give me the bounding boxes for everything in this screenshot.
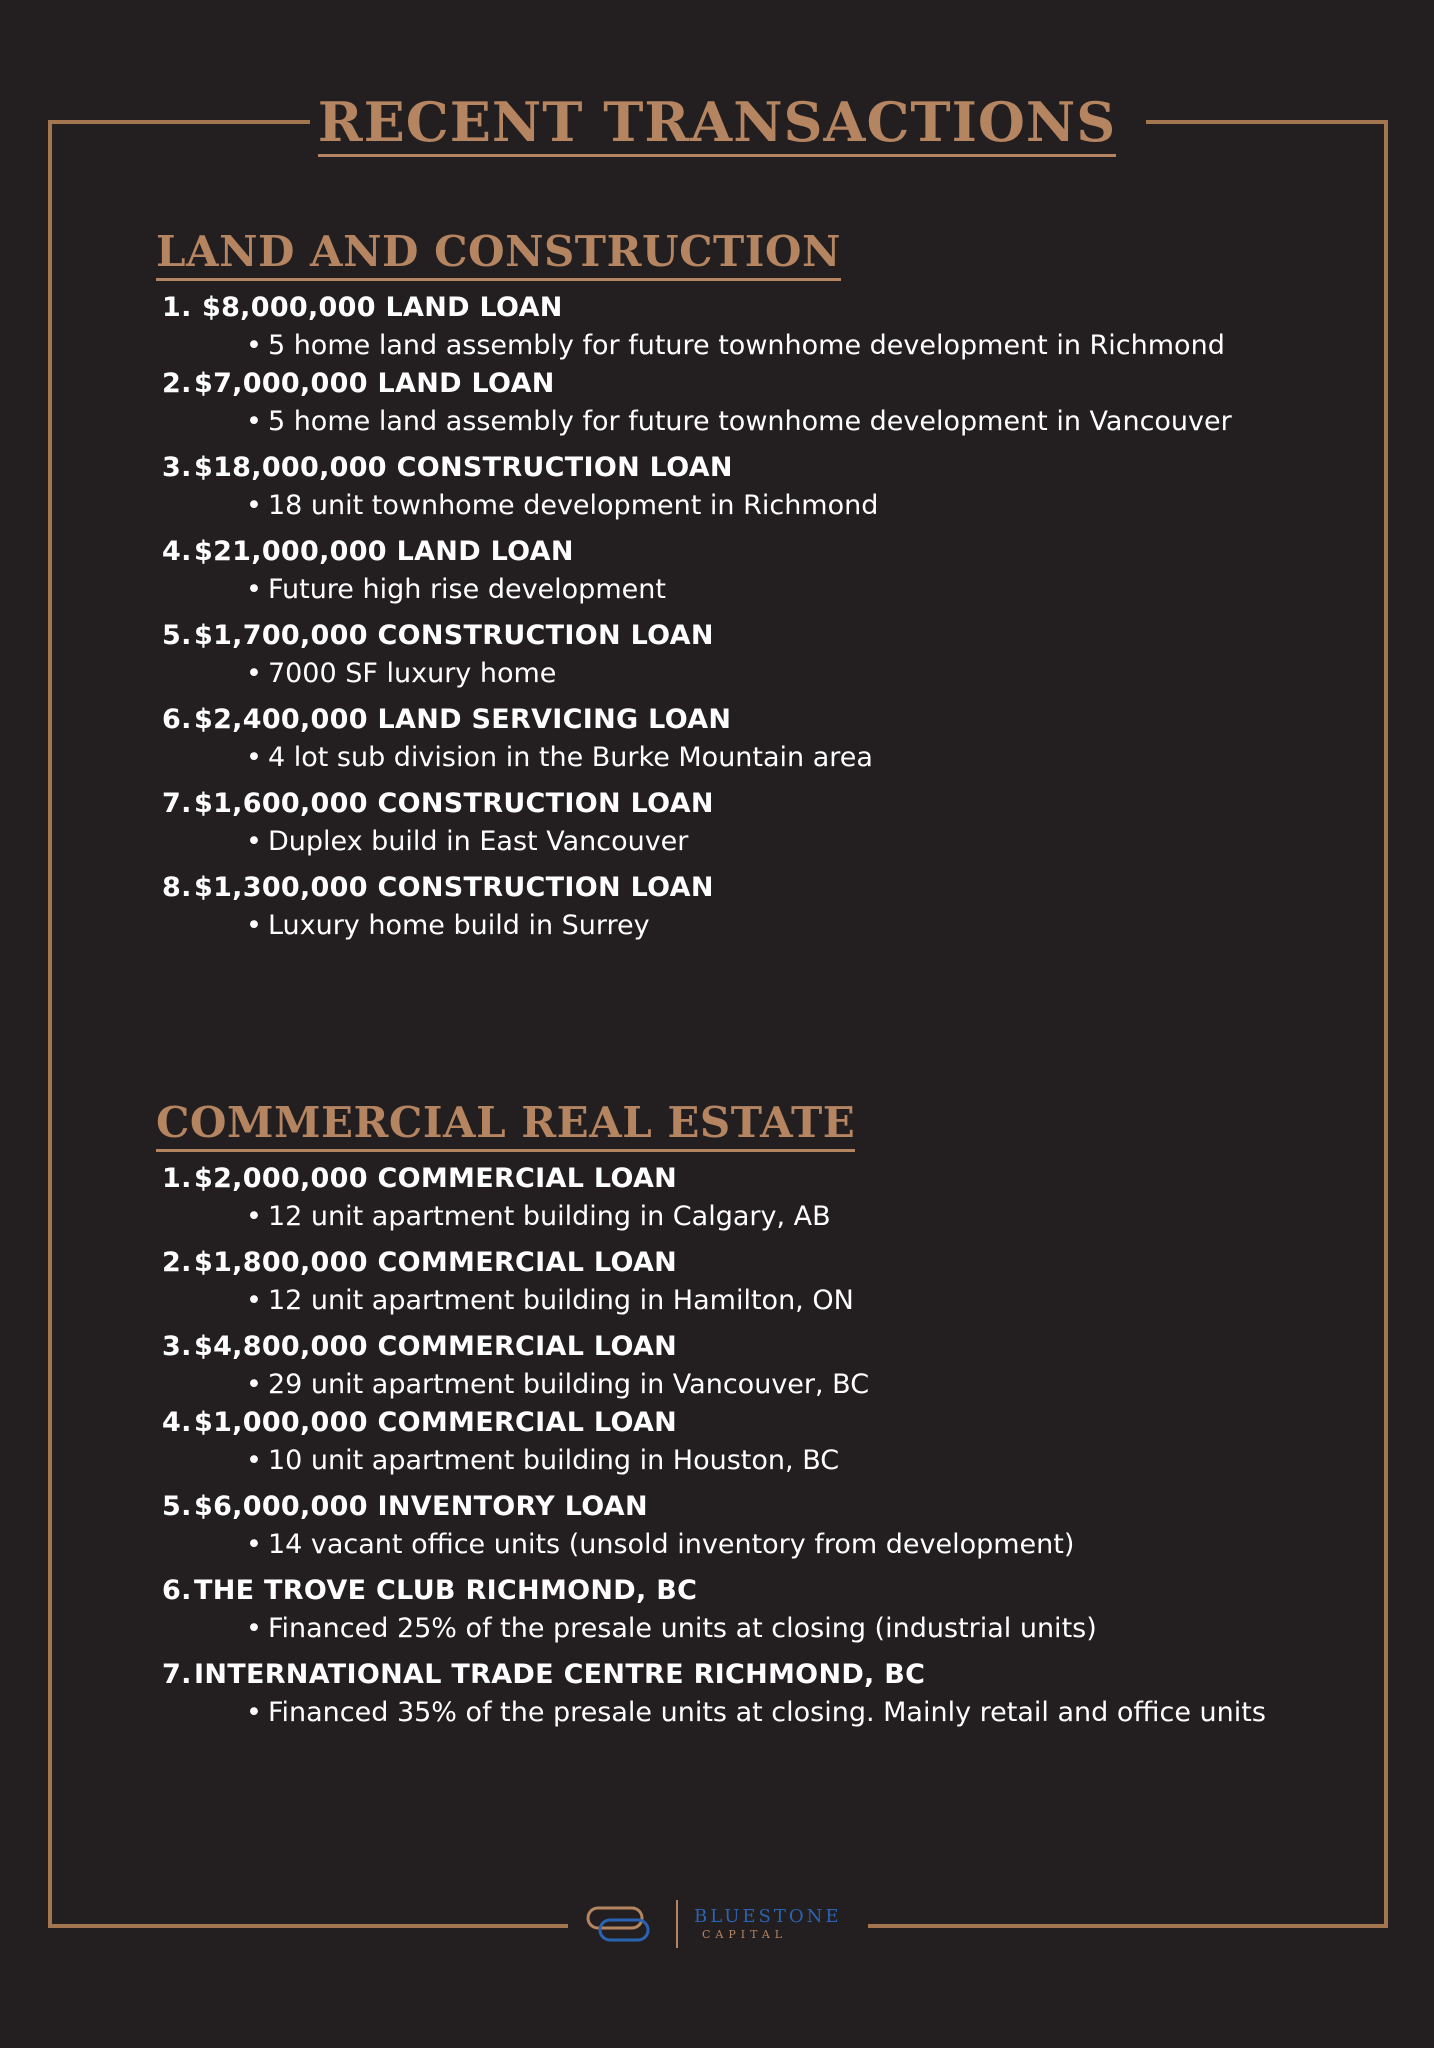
frame-left	[48, 120, 52, 1928]
section-title: COMMERCIAL REAL ESTATE	[156, 1097, 855, 1152]
item-detail: Financed 25% of the presale units at closing (industrial units)	[267, 1613, 1097, 1644]
item-number: 3.	[162, 452, 192, 483]
item-number: 1.	[162, 292, 192, 323]
bullet-icon: •	[246, 658, 262, 689]
bullet-icon: •	[246, 406, 262, 437]
frame-right	[1384, 120, 1388, 1928]
transaction-list	[156, 289, 1276, 945]
bullet-icon: •	[246, 1201, 262, 1232]
item-number: 7.	[162, 1659, 192, 1690]
item-detail: 29 unit apartment building in Vancouver, BC	[267, 1369, 870, 1400]
bullet-icon: •	[246, 1445, 262, 1476]
item-detail: Financed 35% of the presale units at closing. Mainly retail and office units	[267, 1697, 1266, 1728]
bluestone-b-logo-icon	[586, 1894, 666, 1954]
item-detail: 5 home land assembly for future townhome development in Richmond	[267, 330, 1225, 361]
item-heading: $6,000,000 INVENTORY LOAN	[194, 1491, 648, 1522]
item-heading: THE TROVE CLUB RICHMOND, BC	[194, 1575, 698, 1606]
item-heading: $2,400,000 LAND SERVICING LOAN	[194, 704, 732, 735]
list-item	[156, 449, 1276, 525]
frame-bottom-left	[48, 1924, 568, 1928]
item-detail: 14 vacant office units (unsold inventory from development)	[267, 1529, 1075, 1560]
list-item	[156, 1572, 1276, 1648]
item-heading: $7,000,000 LAND LOAN	[194, 368, 555, 399]
bullet-icon: •	[246, 490, 262, 521]
list-item	[156, 533, 1276, 609]
item-number: 7.	[162, 788, 192, 819]
logo-tagline: CAPITAL	[702, 1928, 788, 1941]
page-title	[240, 86, 1194, 158]
item-detail: 10 unit apartment building in Houston, BC	[267, 1445, 840, 1476]
item-detail: 12 unit apartment building in Hamilton, ON	[267, 1285, 854, 1316]
item-detail: 5 home land assembly for future townhome development in Vancouver	[267, 406, 1232, 437]
list-item	[156, 869, 1276, 945]
list-item	[156, 1160, 1276, 1236]
item-number: 5.	[162, 1491, 192, 1522]
item-number: 5.	[162, 620, 192, 651]
transaction-list	[156, 1160, 1276, 1732]
item-number: 1.	[162, 1163, 192, 1194]
item-detail: 12 unit apartment building in Calgary, AB	[267, 1201, 831, 1232]
item-number: 4.	[162, 1407, 192, 1438]
item-heading: $1,300,000 CONSTRUCTION LOAN	[194, 872, 714, 903]
bullet-icon: •	[246, 1697, 262, 1728]
bullet-icon: •	[246, 826, 262, 857]
section-land-and-construction	[156, 226, 1276, 945]
bullet-icon: •	[246, 1529, 262, 1560]
item-detail: Duplex build in East Vancouver	[267, 826, 689, 857]
bluestone-logo	[586, 1894, 846, 1954]
page-title-text: RECENT TRANSACTIONS	[318, 90, 1117, 157]
item-detail: 4 lot sub division in the Burke Mountain area	[267, 742, 873, 773]
item-detail: Luxury home build in Surrey	[267, 910, 650, 941]
list-item	[156, 1488, 1276, 1564]
item-heading: $1,800,000 COMMERCIAL LOAN	[194, 1247, 678, 1278]
item-heading: INTERNATIONAL TRADE CENTRE RICHMOND, BC	[194, 1659, 926, 1690]
item-detail: Future high rise development	[267, 574, 666, 605]
item-heading: $8,000,000 LAND LOAN	[202, 292, 563, 323]
list-item	[156, 1656, 1276, 1732]
frame-bottom-right	[868, 1924, 1388, 1928]
item-number: 6.	[162, 704, 192, 735]
list-item	[156, 365, 1276, 441]
bullet-icon: •	[246, 574, 262, 605]
list-item	[156, 617, 1276, 693]
bullet-icon: •	[246, 1369, 262, 1400]
logo-name: BLUESTONE	[694, 1906, 842, 1927]
item-detail: 18 unit townhome development in Richmond	[267, 490, 879, 521]
bullet-icon: •	[246, 910, 262, 941]
logo-divider	[676, 1900, 678, 1948]
section-commercial-real-estate	[156, 1097, 1276, 1732]
list-item	[156, 1328, 1276, 1404]
list-item	[156, 701, 1276, 777]
section-title: LAND AND CONSTRUCTION	[156, 226, 841, 281]
bullet-icon: •	[246, 330, 262, 361]
bullet-icon: •	[246, 1613, 262, 1644]
item-number: 3.	[162, 1331, 192, 1362]
item-heading: $2,000,000 COMMERCIAL LOAN	[194, 1163, 678, 1194]
item-heading: $18,000,000 CONSTRUCTION LOAN	[194, 452, 733, 483]
item-heading: $1,600,000 CONSTRUCTION LOAN	[194, 788, 714, 819]
list-item	[156, 1244, 1276, 1320]
bullet-icon: •	[246, 742, 262, 773]
item-heading: $1,700,000 CONSTRUCTION LOAN	[194, 620, 714, 651]
item-number: 2.	[162, 1247, 192, 1278]
item-heading: $1,000,000 COMMERCIAL LOAN	[194, 1407, 678, 1438]
item-number: 6.	[162, 1575, 192, 1606]
item-detail: 7000 SF luxury home	[267, 658, 557, 689]
list-item	[156, 785, 1276, 861]
list-item	[156, 289, 1276, 365]
list-item	[156, 1404, 1276, 1480]
item-heading: $4,800,000 COMMERCIAL LOAN	[194, 1331, 678, 1362]
bullet-icon: •	[246, 1285, 262, 1316]
item-number: 2.	[162, 368, 192, 399]
item-number: 4.	[162, 536, 192, 567]
item-number: 8.	[162, 872, 192, 903]
item-heading: $21,000,000 LAND LOAN	[194, 536, 574, 567]
